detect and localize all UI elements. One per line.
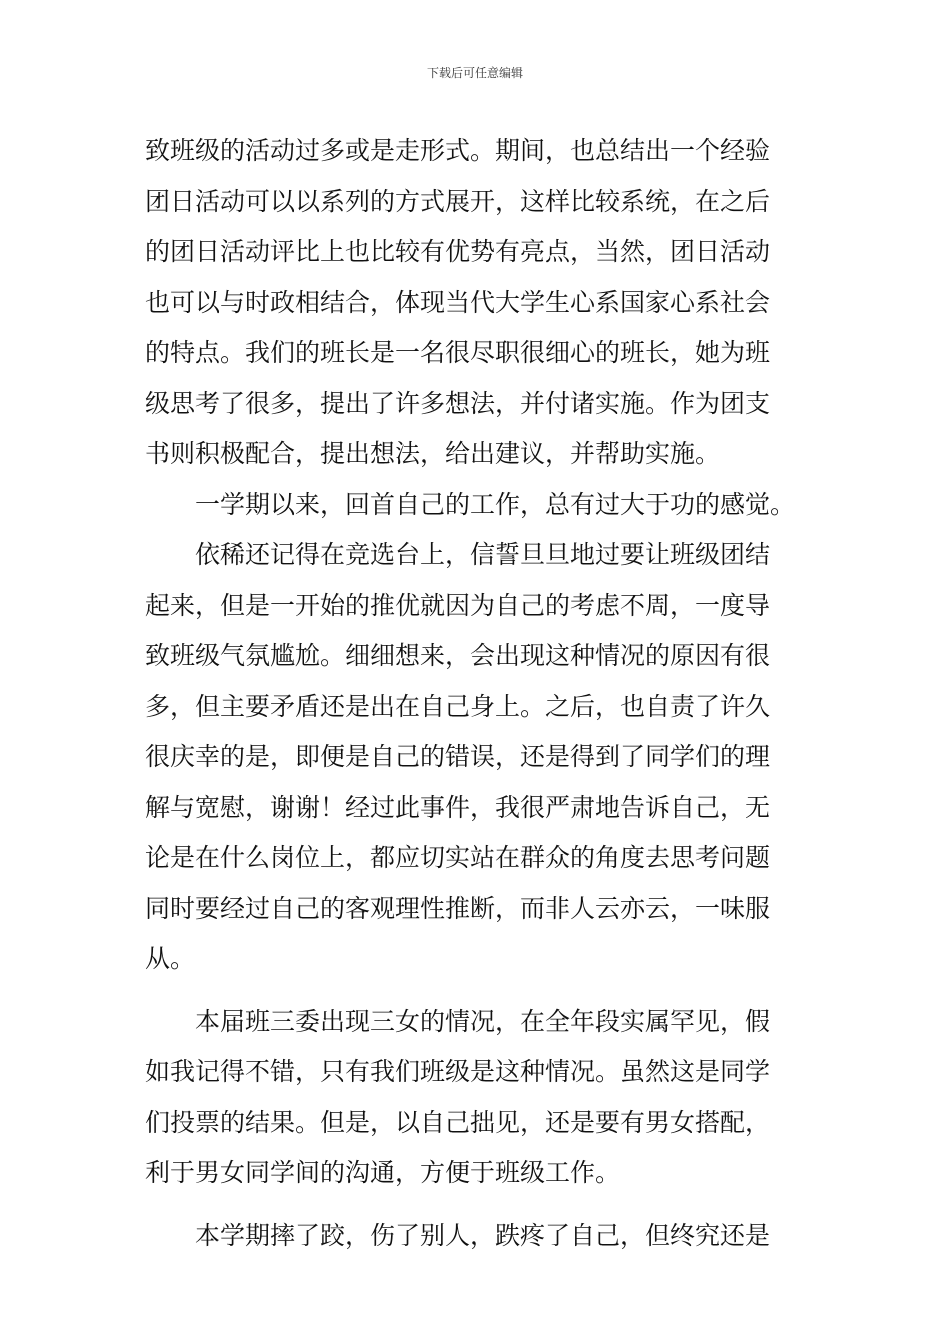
text-line: 论是在什么岗位上，都应切实站在群众的角度去思考问题 <box>145 843 771 872</box>
text-line: 如我记得不错，只有我们班级是这种情况。虽然这是同学 <box>145 1057 771 1086</box>
paragraph-first-line: 一学期以来，回首自己的工作，总有过大于功的感觉。 <box>195 489 796 519</box>
text-line: 多，但主要矛盾还是出在自己身上。之后，也自责了许久 <box>145 691 771 721</box>
page-header: 下载后可任意编辑 <box>426 66 523 80</box>
text-line: 也可以与时政相结合，体现当代大学生心系国家心系社会 <box>145 287 771 317</box>
text-line: 书则积极配合，提出想法，给出建议，并帮助实施。 <box>145 439 721 468</box>
paragraph-first-line: 依稀还记得在竞选台上，信誓旦旦地过要让班级团结 <box>195 540 771 569</box>
paragraph-spacer <box>145 1199 810 1211</box>
paragraph-spacer <box>145 985 810 997</box>
text-line: 的团日活动评比上也比较有优势有亮点，当然，团日活动 <box>145 237 771 266</box>
paragraph-first-line: 本届班三委出现三女的情况，在全年段实属罕见，假 <box>195 1006 771 1036</box>
text-line: 利于男女同学间的沟通，方便于班级工作。 <box>145 1158 621 1187</box>
text-line: 很庆幸的是，即便是自己的错误，还是得到了同学们的理 <box>145 742 771 771</box>
text-line: 致班级的活动过多或是走形式。期间，也总结出一个经验 <box>145 136 771 165</box>
paragraph-first-line: 本学期摔了跤，伤了别人，跌疼了自己，但终究还是 <box>195 1220 771 1250</box>
text-line: 从。 <box>145 944 196 973</box>
document-body <box>145 126 810 1261</box>
text-line: 解与宽慰，谢谢！经过此事件，我很严肃地告诉自己，无 <box>145 792 771 822</box>
text-line: 级思考了很多，提出了许多想法，并付诸实施。作为团支 <box>145 388 771 418</box>
text-line: 起来，但是一开始的推优就因为自己的考虑不周，一度导 <box>145 590 771 620</box>
text-line: 团日活动可以以系列的方式展开，这样比较系统，在之后 <box>145 186 771 216</box>
text-line: 致班级气氛尴尬。细细想来，会出现这种情况的原因有很 <box>145 641 771 670</box>
text-line: 同时要经过自己的客观理性推断，而非人云亦云，一味服 <box>145 893 771 923</box>
text-line: 们投票的结果。但是，以自己拙见，还是要有男女搭配， <box>145 1107 771 1137</box>
text-line: 的特点。我们的班长是一名很尽职很细心的班长，她为班 <box>145 338 771 367</box>
